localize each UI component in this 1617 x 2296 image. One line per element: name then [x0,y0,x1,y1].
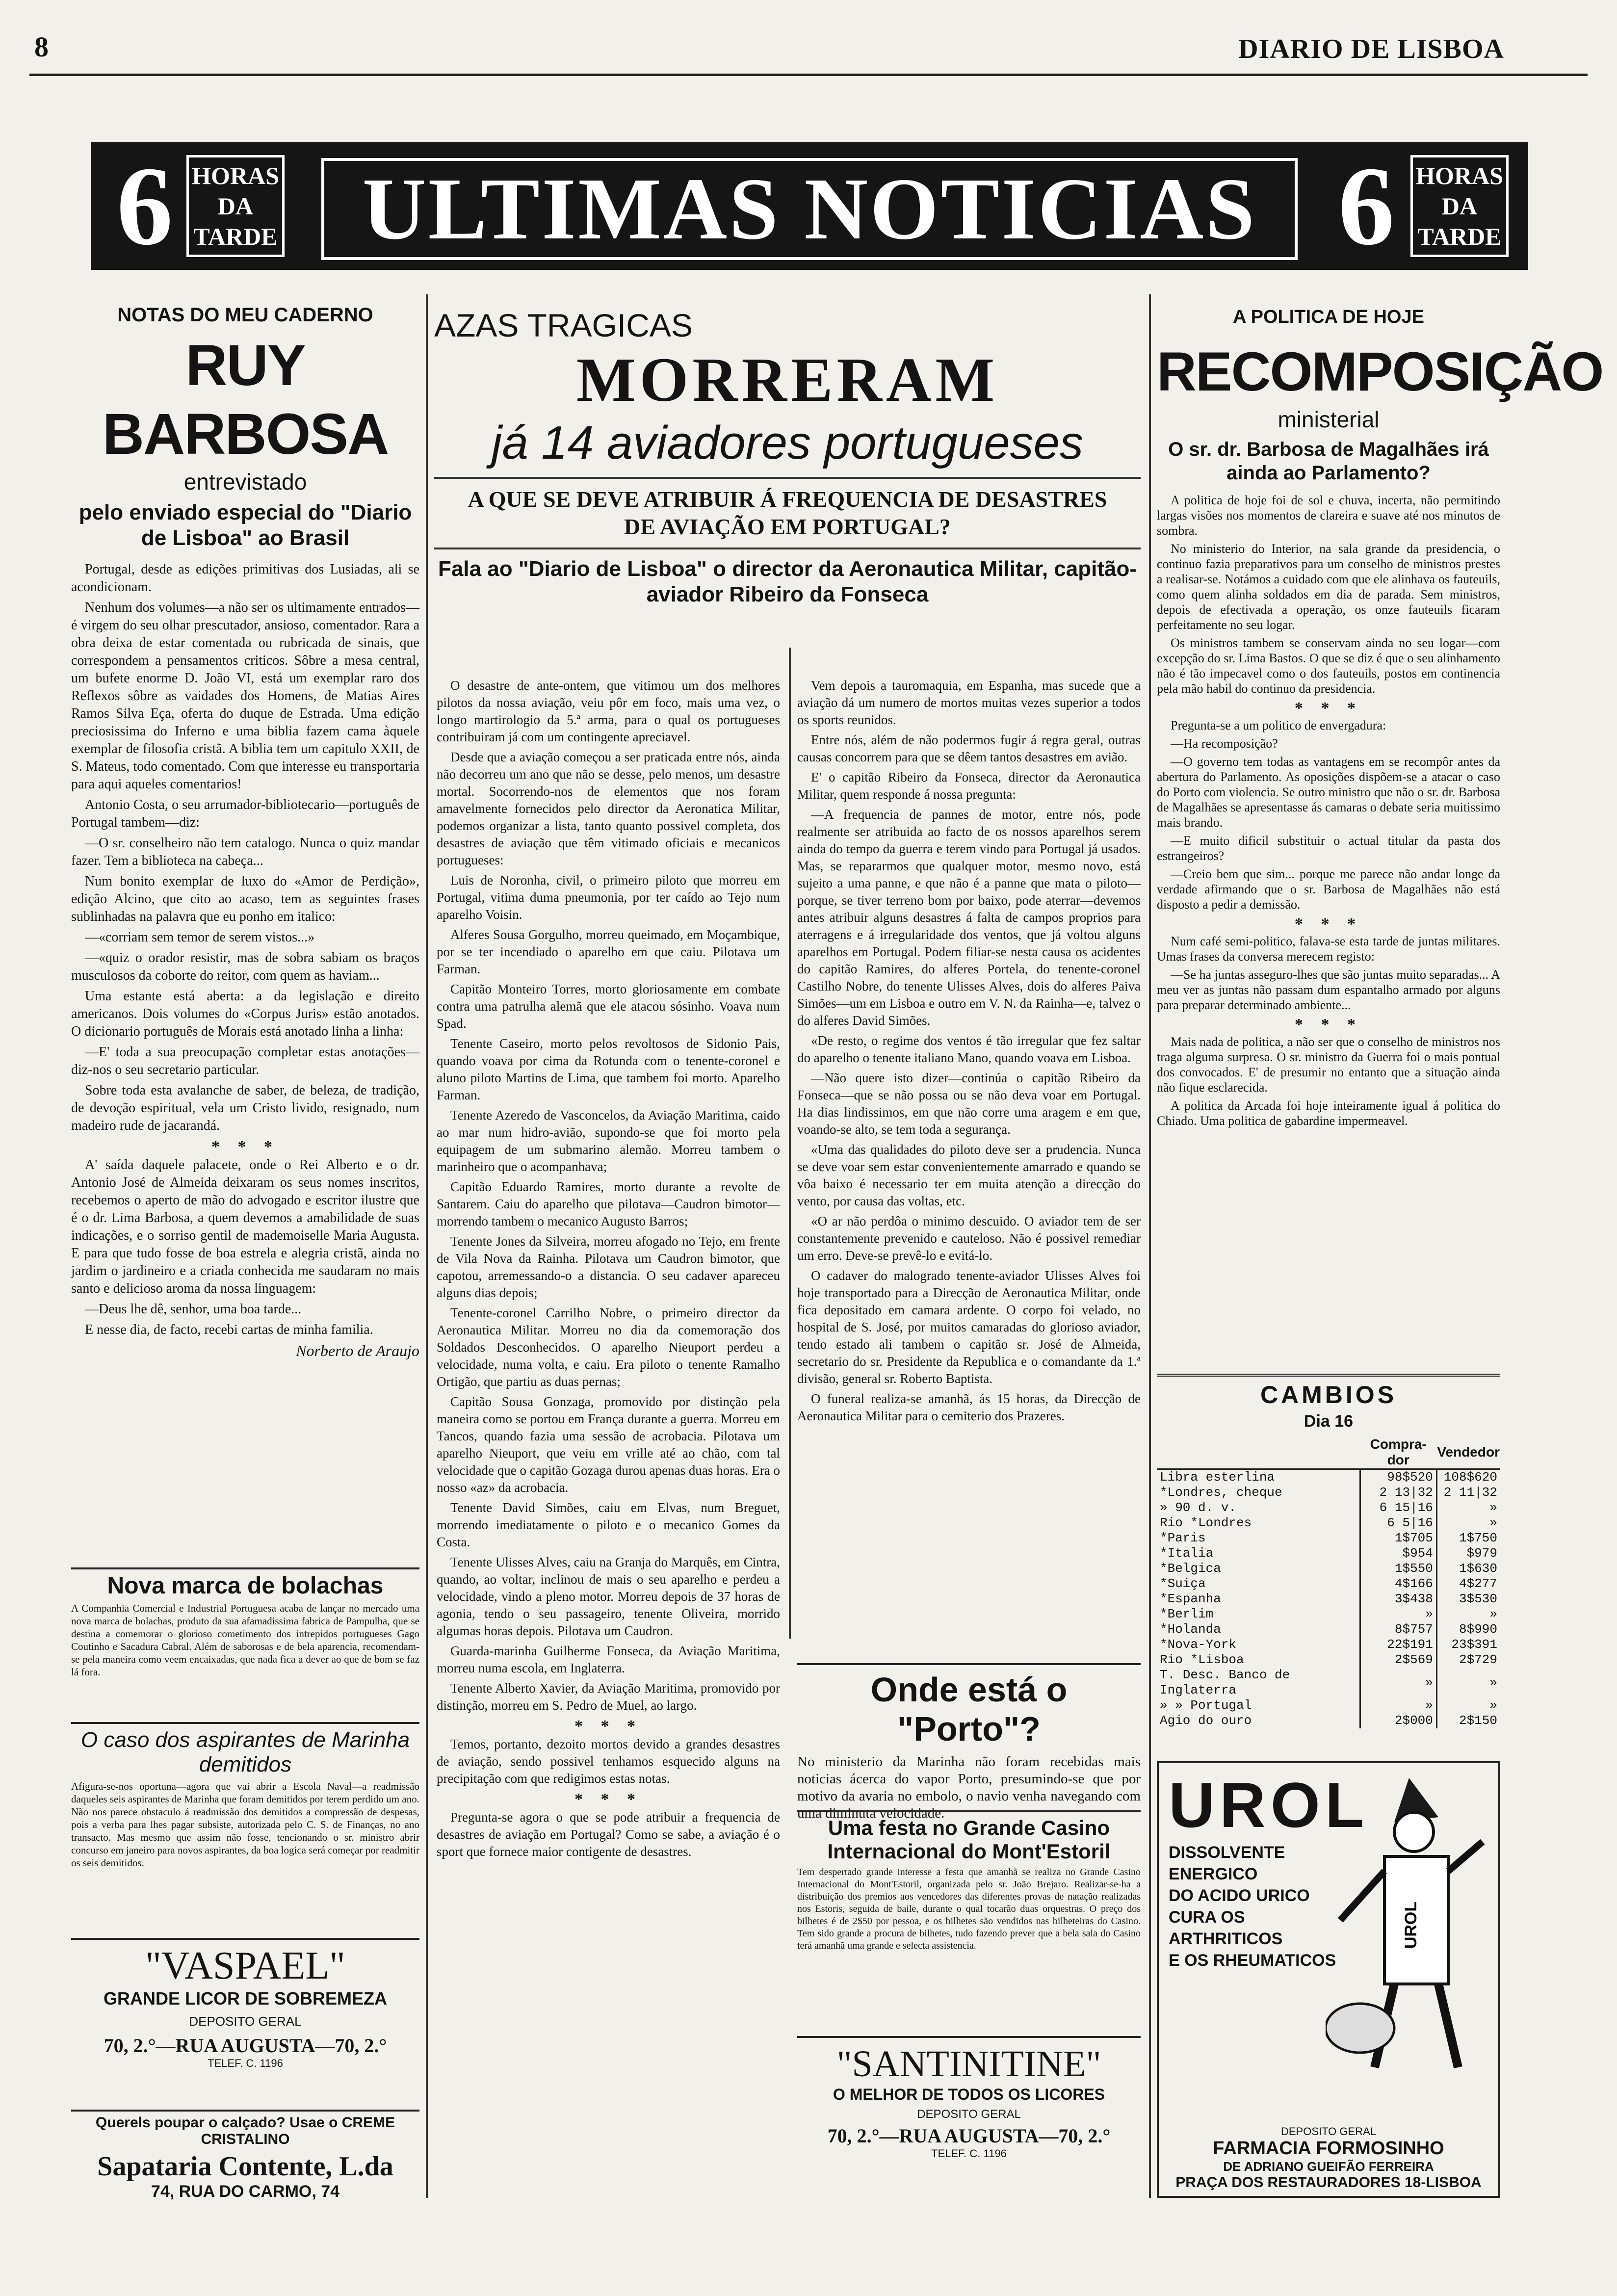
right-article-body [1157,493,1500,1128]
paragraph: O desastre de ante-ontem, que vitimou um dos melhores pilotos da nossa aviação, veiu pôr em foco, mais uma vez, o longo martirologio da 5.ª arma, para o qual os portugueses contribuiram já com um contingente apreciavel. [437,678,780,744]
banner-time-right [1410,155,1509,257]
headline-recomposicao: RECOMPOSIÇÃO [1157,341,1603,402]
cambios-row [1157,1561,1500,1576]
santinitine-slogan: O MELHOR DE TODOS OS LICORES [833,2086,1105,2103]
sell-rate: » [1436,1515,1500,1531]
cambios-row [1157,1622,1500,1637]
currency-label: Rio *Lisboa [1160,1652,1244,1667]
currency-label: *Londres, cheque [1160,1485,1282,1500]
deck-director: Fala ao "Diario de Lisboa" o director da Aeronautica Militar, capitão-aviador Ribeiro da Fonseca [438,557,1137,606]
currency-label: Libra esterlina [1160,1470,1275,1485]
cambios-header [1157,1436,1360,1469]
headline-morreram: MORRERAM [576,345,999,415]
paragraph: Desde que a aviação começou a ser praticada entre nós, ainda não decorreu um ano que não se desse, pelo menos, um desastre mortal. Socorrendo-nos de elementos que nos foram amavelmente fornecidos pelo director da Aeronatica Militar, podemos organizar a lista, tanto quanto possivel completa, dos desastres de aviação que têm vitimado oficiais e mecanicos portugueses: [437,750,780,867]
right-column [1157,307,1603,1131]
vaspael-address: 70, 2.°—RUA AUGUSTA—70, 2.° [104,2035,387,2057]
sell-rate: 2 11|32 [1436,1485,1500,1500]
casino-title: Uma festa no Grande Casino Internacional do Mont'Estoril [797,1810,1141,1863]
currency-label: *Belgica [1160,1561,1221,1576]
paragraph: «O ar não perdôa o minimo descuido. O aviador tem de ser constantemente prevenido e cauteloso. Não é possivel remediar um erro. Deve-se prevê-lo e evitá-lo. [797,1214,1141,1263]
porto-text: No ministerio da Marinha não foram recebidas mais noticias ácerca do vapor Porto, presumindo-se que por motivo da avaria no embolo, o navio venha navegando com uma diminuta velocidade. [797,1754,1141,1821]
paragraph: Tenente Alberto Xavier, da Aviação Maritima, promovido por distinção, morreu em S. Pedro de Muel, ao largo. [437,1681,780,1713]
aspirantes-article [71,1722,419,1869]
section-stars: * * * [1295,699,1362,717]
banner-title: ULTIMAS NOTICIAS [321,158,1298,260]
urol-line: DISSOLVENTE ENERGICO [1169,1843,1285,1883]
cambios-row [1157,1592,1500,1607]
paragraph: O cadaver do malogrado tenente-aviador Ulisses Alves foi hoje transportado para a Direcção de Aeronautica Militar, onde fica depositado em camara ardente. O corpo foi velado, no hospital de S. José, por muitos camaradas do glorioso aviador, tendo estado ali tambem o capitão sr. José de Almeida, secretario do sr. Presidente da Republica e o comandante da 1.ª divisão, general sr. Roberto Baptista. [797,1268,1141,1386]
sell-rate: 2$150 [1436,1713,1500,1728]
buy-rate: 2$569 [1360,1652,1436,1668]
aspirantes-text: Afigura-se-nos oportuna—agora que vai abrir a Escola Naval—a readmissão daqueles seis aspirantes de Marinha que foram demitidos por terem perdido um ano. Não nos parece obstaculo á readmissão dos demitidos a compressão de despesas, pois a verba para lhes pagar subsiste, autorizada pelo C. S. de Finanças, no ano transacto. Mas mesmo que assim não fosse, tencionando o sr. ministro abrir concurso em janeiro para novos aspirantes, da boa logica será começar por readmitir os seis demitidos. [71,1780,419,1869]
urol-ad [1157,1761,1500,2198]
sell-rate: 108$620 [1436,1469,1500,1486]
divider [434,548,1141,549]
buy-rate: 3$438 [1360,1592,1436,1607]
banner-time-left [186,155,285,257]
sell-rate: » [1436,1698,1500,1713]
buy-rate: 22$191 [1360,1637,1436,1652]
paragraph: O funeral realiza-se amanhã, ás 15 horas, da Direcção de Aeronautica Militar para o cemiterio dos Prazeres. [797,1391,1141,1423]
cambios-row [1157,1546,1500,1561]
paragraph: —E' toda a sua preocupação completar estas anotações—diz-nos o seu secretario particular. [71,1044,419,1077]
paragraph: Tenente Jones da Silveira, morreu afogado no Tejo, em frente de Vila Nova da Rainha. Pilotava um Caudron bimotor, que capotou, arremessando-o a distancia. O seu cadaver apareceu alguns dias depois; [437,1234,780,1300]
paragraph: E nesse dia, de facto, recebi cartas de minha familia. [85,1322,373,1337]
cambios-day: Dia 16 [1304,1412,1354,1431]
aspirantes-title: O caso dos aspirantes de Marinha demitidos [71,1722,419,1777]
newspaper-name: DIARIO DE LISBOA [1238,34,1504,64]
paragraph: «Uma das qualidades do piloto deve ser a prudencia. Nunca se deve voar sem estar convenientemente amarrado e quando se vôa baixo é necessario ter em muita atenção a direcção do vento, por causa das voltas, etc. [797,1142,1141,1208]
bolachas-title: Nova marca de bolachas [71,1567,419,1599]
page-number: 8 [34,31,49,63]
kicker-azas-tragicas: AZAS TRAGICAS [434,307,693,343]
currency-label: *Italia [1160,1546,1214,1561]
sapataria-question: Querels poupar o calçado? Usae o CREME CRISTALINO [95,2114,395,2147]
paragraph: Os ministros tambem se conservam ainda no seu logar—com excepção do sr. Lima Bastos. O que se diz é que o seu alinhamento não é tão impecavel como o dos fauteuils, postos em continencia pela mão habil do continuo da presidencia. [1157,636,1500,696]
banner-tarde-left: TARDE [193,223,278,250]
paragraph: —Creio bem que sim... porque me parece não andar longe da verdade afirmando que o sr. Barbosa de Magalhães não está disposto a pedir a demissão. [1157,867,1500,912]
banner-six-right: 6 [1338,143,1395,268]
urol-line: E OS RHEUMATICOS [1169,1951,1336,1970]
paragraph: A' saída daquele palacete, onde o Rei Alberto e o dr. Antonio José de Almeida deixaram os seus nomes inscritos, recebemos o aperto de mão do advogado e escritor ilustre que é o dr. Lima Barbosa, a quem devemos a amabilidade de suas indicações, e o sorriso gentil de mademoiselle Maria Augusta. E para que tudo fosse de boa estrela e alegria cristã, ainda no jardim o jardineiro e a criada conhecida me saudaram no mais santo e delicioso aroma da nossa linguagem: [71,1157,419,1296]
paragraph: —«corriam sem temor de serem vistos...» [85,930,315,945]
currency-label: *Paris [1160,1531,1206,1545]
subhead-ministerial: ministerial [1278,407,1380,432]
headline-ruy-barbosa: RUY BARBOSA [102,333,389,467]
urol-line: DO ACIDO URICO [1169,1886,1310,1905]
subheadline-aviadores: já 14 aviadores portugueses [491,417,1084,469]
santinitine-name: "SANTINITINE" [836,2043,1101,2085]
cambios-header: Vendedor [1436,1436,1500,1469]
buy-rate: 6 5|16 [1360,1515,1436,1531]
currency-label: *Nova-York [1160,1637,1237,1652]
sapataria-name: Sapataria Contente, L.da [97,2151,393,2182]
paragraph: Portugal, desde as edições primitivas dos Lusiadas, ali se acondicionam. [71,562,419,595]
bolachas-text: A Companhia Comercial e Industrial Portuguesa acaba de lançar no mercado uma nova marca de bolachas, produto da sua afamadissima fabrica de Pampulha, que se destina a comemorar o glorioso cometimento dos intrepidos portugueses Gago Coutinho e Sacadura Cabral. Além de saborosas e de bela aparencia, recomendam-se pela maneira como veem encaixadas, que nada fica a dever ao que de bom se faz lá fora. [71,1602,419,1678]
paragraph: Num bonito exemplar de luxo do «Amor de Perdição», edição Alcino, que cito ao acaso, tem as seguintes frases sublinhadas na palavra que eu ponho em italico: [71,874,419,924]
cambios-row [1157,1515,1500,1531]
cambios-row [1157,1668,1500,1698]
left-column [71,304,419,1360]
cambios-row [1157,1652,1500,1668]
cambios-row [1157,1713,1500,1728]
porto-article [797,1663,1141,1822]
vaspael-deposit: DEPOSITO GERAL [189,2014,302,2029]
cambios-row [1157,1698,1500,1713]
banner-da-right: DA [1441,192,1478,220]
currency-label: *Holanda [1160,1622,1221,1637]
paragraph: Tenente Caseiro, morto pelos revoltosos de Sidonio Pais, quando voava por cima da Rotunda com o tenente-coronel e aluno piloto Martins de Lima, que tambem foi morto. Aparelho Farman. [437,1036,780,1102]
paragraph: E' o capitão Ribeiro da Fonseca, director da Aeronautica Militar, quem responde á nossa pregunta: [797,770,1141,802]
santinitine-ad [797,2036,1141,2205]
paragraph: Capitão Eduardo Ramires, morto durante a revolte de Santarem. Caiu do aparelho que pilotava—Caudron bimotor—morrendo tambem o mecanico Augusto Barros; [437,1179,780,1228]
section-stars: * * * [211,1138,279,1156]
banner-horas-right: HORAS [1416,162,1503,189]
kicker-politica: A POLITICA DE HOJE [1233,307,1424,327]
banner-tarde-right: TARDE [1417,223,1502,250]
paragraph: «De resto, o regime dos ventos é tão irregular que fez saltar do aparelho o tenente italiano Mano, quando voava em Lisboa. [797,1033,1141,1065]
section-stars: * * * [1295,1016,1362,1034]
casino-text: Tem despertado grande interesse a festa que amanhã se realiza no Grande Casino Internacional do Mont'Estoril, organizada pelo sr. João Brejaro. Realizar-se-ha a distribuição dos premios aos vencedores das diferentes provas de natação realizadas nos Estoris, seguida de baile, durante o qual tocarão duas orquestras. O preço dos bilhetes é de 2$50 por pessoa, e os bilhetes são vendidos nas bilheteiras do Casino. Tem sido grande a procura de bilhetes, tudo fazendo prever que a bela sala do Casino terá amanhã uma grande e selecta assistencia. [797,1867,1141,1951]
sell-rate: 2$729 [1436,1652,1500,1668]
paragraph: Capitão Monteiro Torres, morto gloriosamente em combate contra uma patrulha alemã que ele atacou sósinho. Voava num Spad. [437,982,780,1031]
currency-label: » » Portugal [1160,1698,1252,1713]
kicker-notas: NOTAS DO MEU CADERNO [117,304,373,326]
cambios-row [1157,1485,1500,1500]
currency-label: *Espanha [1160,1592,1221,1606]
cambios-row [1157,1637,1500,1652]
section-stars: * * * [1295,915,1362,933]
paragraph: Antonio Costa, o seu arrumador-bibliotecario—português de Portugal tambem—diz: [71,797,419,830]
paragraph: —Ha recomposição? [1171,736,1278,751]
buy-rate: 1$705 [1360,1531,1436,1546]
paragraph: Pregunta-se agora o que se pode atribuir a frequencia de desastres de aviação em Portugal? Como se sabe, a aviação é o sport que fornece maior contigente de desastres. [437,1810,780,1859]
paragraph: Num café semi-politico, falava-se esta tarde de juntas militares. Umas frases da conversa merecem registo: [1157,934,1500,964]
buy-rate: 2 13|32 [1360,1485,1436,1500]
paragraph: Sobre toda esta avalanche de saber, de beleza, de tradição, de devoção espiritual, vela um Cristo livido, resignado, num madeiro rude de jacarandá. [71,1083,419,1133]
paragraph: —Se ha juntas asseguro-lhes que são juntas muito separadas... A meu ver as juntas não passam dum espantalho armado por alguns para preparar determinado ambiente... [1157,967,1500,1012]
buy-rate: » [1360,1607,1436,1622]
currency-label: Agio do ouro [1160,1713,1252,1728]
paragraph: Guarda-marinha Guilherme Fonseca, da Aviação Maritima, morreu numa escola, em Inglaterra. [437,1644,780,1675]
sell-rate: 1$630 [1436,1561,1500,1576]
cambios-row [1157,1531,1500,1546]
porto-title: Onde está o "Porto"? [797,1663,1141,1748]
sell-rate: $979 [1436,1546,1500,1561]
buy-rate: » [1360,1668,1436,1698]
column-rule [426,294,428,2198]
buy-rate: 6 15|16 [1360,1500,1436,1515]
paragraph: —«quiz o orador resistir, mas de sobra sabiam os braços musculosos da coborte do reitor, com quem as haviam... [71,950,419,983]
sell-rate: » [1436,1607,1500,1622]
paragraph: A politica da Arcada foi hoje inteiramente igual á politica do Chiado. Uma politica de gabardine impermeavel. [1157,1098,1500,1128]
question-heading: A QUE SE DEVE ATRIBUIR Á FREQUENCIA DE DESASTRES DE AVIAÇÃO EM PORTUGAL? [468,487,1107,539]
currency-label: T. Desc. Banco de Inglaterra [1160,1668,1290,1697]
cambios-table [1157,1436,1500,1728]
buy-rate: 2$000 [1360,1713,1436,1728]
urol-slogan [1169,1842,1345,1971]
paragraph: —A frequencia de pannes de motor, entre nós, pode realmente ser atribuida ao facto de os nossos aparelhos serem ainda do tempo da guerra e terem vindo para Portugal já usados. Mas, se repararmos que qualquer motor, mesmo novo, está sujeito a uma panne, e que não é a panne que mata o piloto—porque, se tiver terreno bom por baixo, pode aterrar—devemos antes atribuir alguns desastres á falta de campos proprios para aterragens e á irregularidade dos ventos, que já voltou alguns aparelhos em Portugal. Podem filiar-se nesta causa os acidentes do capitão Ramires, do alferes Portela, do tenente-coronel Castilho Nobre, do tenente Ulisses Alves, dois do alferes Paiva Simões—um em Lisboa e outro em V. N. da Rainha—e, talvez o do alferes David Simões. [797,807,1141,1028]
urol-line: CURA OS ARTHRITICOS [1169,1908,1283,1948]
cambios-row [1157,1576,1500,1592]
santinitine-deposit: DEPOSITO GERAL [917,2108,1021,2121]
urol-name: UROL [1169,1769,1369,1841]
vaspael-slogan: GRANDE LICOR DE SOBREMEZA [103,1988,388,2009]
paragraph: —Deus lhe dê, senhor, uma boa tarde... [85,1302,302,1317]
buy-rate: 4$166 [1360,1576,1436,1592]
paragraph: Pregunta-se a um politico de envergadura: [1171,718,1386,732]
vaspael-tel: TELEF. C. 1196 [208,2057,283,2069]
left-article-body [71,561,419,1360]
paragraph: —O sr. conselheiro não tem catalogo. Nunca o quiz mandar fazer. Tem a biblioteca na cabeça... [71,835,419,868]
deck-barbosa: O sr. dr. Barbosa de Magalhães irá ainda ao Parlamento? [1168,439,1489,484]
vaspael-ad [71,1938,419,2107]
paragraph: —E muito dificil substituir o actual titular da pasta dos estrangeiros? [1157,834,1500,863]
paragraph: No ministerio do Interior, na sala grande da presidencia, o continuo fazia preparativos para um conselho de ministros prestes a realisar-se. Notámos a cuidado com que ele alinhava os fauteuils, como quem alinha soldados em dia de parada. Sem ministros, depois de efectivada a operação, os onze fauteuils ficaram perfeitamente no seu logar. [1157,542,1500,632]
sell-rate: » [1436,1500,1500,1515]
buy-rate: 1$550 [1360,1561,1436,1576]
center-column-2 [797,677,1141,1428]
urol-deposit: DEPOSITO GERAL [1281,2125,1376,2138]
svg-text:UROL: UROL [1402,1901,1420,1949]
cambios-title: CAMBIOS [1157,1374,1500,1409]
paragraph: Tenente David Simões, caiu em Elvas, num Breguet, morrendo imediatamente o piloto e o mecanico Gomes da Costa. [437,1500,780,1549]
center-header [434,307,1141,607]
paragraph: Uma estante está aberta: a da legislação e direito americanos. Dois volumes do «Corpus Juris» estão anotados. O dicionario português de Morais está anotado linha a linha: [71,989,419,1039]
currency-label: *Suiça [1160,1576,1206,1591]
deck-enviado: pelo enviado especial do "Diario de Lisboa" ao Brasil [78,500,412,550]
column-rule [789,648,791,1639]
sapataria-ad [71,2110,419,2205]
paragraph: —Não quere isto dizer—continúa o capitão Ribeiro da Fonseca—que se não possa ou se não deva voar em Portugal. Ha dias lindissimos, em que não corre uma aragem e em que, voando-se alto, se tem toda a segurança. [797,1070,1141,1137]
author-signature: Norberto de Araujo [296,1342,419,1359]
cambios-section [1157,1374,1500,1728]
paragraph: Entre nós, além de não podermos fugir á regra geral, outras causas concorrem para que se dêem tantos desastres em avião. [797,732,1141,764]
paragraph: Tenente Ulisses Alves, caiu na Granja do Marquês, em Cintra, quando, ao voltar, inclinou de mais o seu aparelho e perdeu a velocidade, vindo a pleno motor. Morreu depois de 37 horas de agonia, tendo o seu passageiro, tenente Oliveira, morrido algumas horas depois. Pilotava um Caudron. [437,1555,780,1638]
bolachas-article [71,1567,419,1678]
paragraph: Luis de Noronha, civil, o primeiro piloto que morreu em Portugal, vitima duma pneumonia, por ter caído ao Tejo num aparelho Voisin. [437,873,780,922]
santinitine-address: 70, 2.°—RUA AUGUSTA—70, 2.° [827,2125,1111,2147]
ultimas-noticias-banner [91,142,1528,270]
vaspael-name: "VASPAEL" [145,1944,345,1987]
cambios-row [1157,1469,1500,1486]
masthead-rule [29,74,1588,76]
sell-rate: 1$750 [1436,1531,1500,1546]
buy-rate: 8$757 [1360,1622,1436,1637]
column-rule [1149,294,1151,2198]
paragraph: Alferes Sousa Gorgulho, morreu queimado, em Moçambique, por se ter incendiado o aparelho em que caiu. Pilotava um Farman. [437,927,780,976]
paragraph: Vem depois a tauromaquia, em Espanha, mas sucede que a aviação dá um numero de mortos muitas vezes superior a todos os sports reunidos. [797,678,1141,727]
urol-pharmacy: FARMACIA FORMOSINHO [1213,2138,1444,2159]
banner-six-left: 6 [116,143,173,268]
buy-rate: 98$520 [1360,1469,1436,1486]
section-stars: * * * [574,1717,642,1735]
subhead-entrevistado: entrevistado [183,469,307,495]
urol-figure-illustration [1326,1773,1492,2087]
cambios-row [1157,1500,1500,1515]
buy-rate: » [1360,1698,1436,1713]
paragraph: A politica de hoje foi de sol e chuva, incerta, não permitindo largas visões nos momentos de clareira e suave até nos minutos de sombra. [1157,493,1500,538]
santinitine-tel: TELEF. C. 1196 [931,2147,1007,2160]
cambios-header: Compra-dor [1360,1436,1436,1469]
paragraph: Nenhum dos volumes—a não ser os ultimamente entrados—é virgem do seu olhar prescutador, ansioso, comentador. Rara a obra deixa de estar comentada ou rubricada de sinais, que correspondem a pensamentos criticos. Sôbre a mesa central, um bufete enorme D. João VI, está um exemplar raro dos Reflexos sôbre as vaidades dos Homens, de Matias Aires Ramos Silva Eça, oferta do duque de Estrada. Uma edição preciosissima do Inferno e uma biblia fazem cama àquele exemplar de filosofia cristã. A biblia tem um capitulo XXII, de S. Mateus, todo comentado. Com que interesse eu transportaria para aqui aqueles comentarios! [71,600,419,792]
casino-article [797,1810,1141,1952]
urol-owner: DE ADRIANO GUEIFÃO FERREIRA [1223,2159,1434,2174]
section-stars: * * * [574,1790,642,1808]
currency-label: Rio *Londres [1160,1515,1252,1530]
cambios-row [1157,1607,1500,1622]
paragraph: —O governo tem todas as vantagens em se recompôr antes da abertura do Parlamento. As oposições dispõem-se a atacar o caso do Porto com violencia. Se outro ministro que não o sr. dr. Barbosa de Magalhães se apresentasse ás camaras o debate seria muitissimo mais brando. [1157,755,1500,830]
paragraph: Mais nada de politica, a não ser que o conselho de ministros nos traga alguma surpresa. O sr. ministro da Guerra foi o mais pontual dos convocados. E' de presumir no entanto que a situação ainda não fique esclarecida. [1157,1035,1500,1095]
sell-rate: 23$391 [1436,1637,1500,1652]
sell-rate: » [1436,1668,1500,1698]
banner-horas-left: HORAS [192,162,279,189]
sell-rate: 8$990 [1436,1622,1500,1637]
paragraph: Capitão Sousa Gonzaga, promovido por distinção pela maneira como se portou em França durante a guerra. Morreu em Tancos, quando fazia uma sessão de acrobacia. Pilotava um aparelho Nieuport, que veiu em vrille até ao chão, com tal velocidade que o capitão Gozaga durou apenas duas horas. Era o nosso «az» da acrobacia. [437,1394,780,1495]
urol-footer [1159,2125,1498,2191]
urol-address: PRAÇA DOS RESTAURADORES 18-LISBOA [1175,2174,1482,2191]
sell-rate: 4$277 [1436,1576,1500,1592]
currency-label: » 90 d. v. [1160,1500,1237,1515]
divider [434,477,1141,479]
buy-rate: $954 [1360,1546,1436,1561]
sapataria-address: 74, RUA DO CARMO, 74 [151,2182,340,2201]
paragraph: Tenente Azeredo de Vasconcelos, da Aviação Maritima, caido ao mar num hidro-avião, supondo-se que foi morto pela equipagem de um submarino alemão. Morreu tambem o marinheiro que o acompanhava; [437,1108,780,1174]
paragraph: Tenente-coronel Carrilho Nobre, o primeiro director da Aeronautica Militar. Morreu no dia da comemoração dos Soldados Desconhecidos. O aparelho Nieuport perdeu a velocidade, numa volta, e caiu. Era piloto o tenente Ramalho Ortigão, que partiu as duas pernas; [437,1305,780,1389]
paragraph: Temos, portanto, dezoito mortos devido a grandes desastres de aviação, sendo possivel tenhamos esquecido alguns na precipitação com que redigimos estas notas. [437,1737,780,1786]
currency-label: *Berlim [1160,1607,1214,1621]
sell-rate: 3$530 [1436,1592,1500,1607]
center-column-1 [437,677,780,1863]
banner-da-left: DA [217,192,254,220]
